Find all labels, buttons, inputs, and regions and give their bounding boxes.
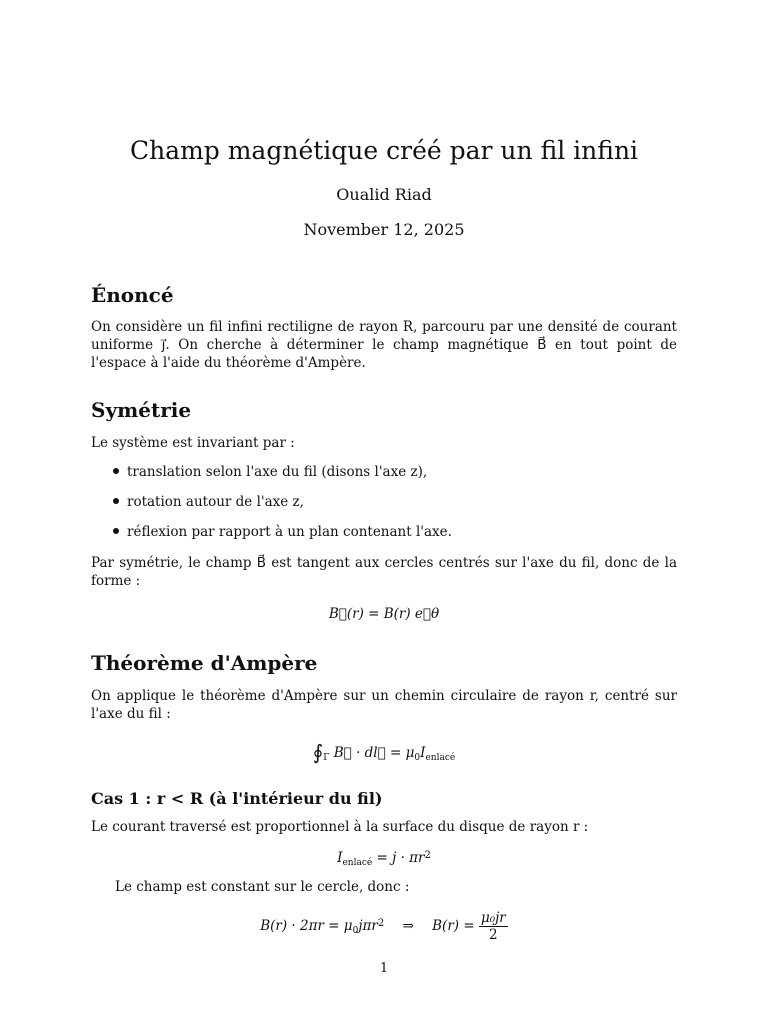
ampere-body: B⃗ · dl⃗ = μ <box>333 745 415 761</box>
cas1-text: Le courant traversé est proportionnel à la surface du disque de rayon r : <box>91 819 589 835</box>
list-item <box>113 464 427 480</box>
list-item-text: réflexion par rapport à un plan contenant l'axe. <box>127 524 452 540</box>
page-number: 1 <box>379 961 389 976</box>
bullet-icon <box>113 498 119 504</box>
mu-subscript: 0 <box>352 926 359 936</box>
current-subscript: enlacé <box>342 858 373 868</box>
contour-label: Γ <box>323 753 330 763</box>
symetrie-conclusion: Par symétrie, le champ B⃗ est tangent aux cercles centrés sur l'axe du fil, donc de la forme : <box>91 555 677 589</box>
fraction <box>479 910 508 943</box>
equation-field-inside <box>0 910 768 943</box>
symetrie-intro: Le système est invariant par : <box>91 435 295 451</box>
current-subscript: enlacé <box>425 753 456 763</box>
bullet-icon <box>113 468 119 474</box>
section-heading-symetrie: Symétrie <box>91 398 192 422</box>
ampere-text: On applique le théorème d'Ampère sur un chemin circulaire de rayon r, centré sur l'axe du fil : <box>91 688 677 722</box>
fraction-numerator: μ₀jr <box>480 910 506 926</box>
list-item <box>113 524 452 540</box>
equation-enclosed-current <box>0 850 768 868</box>
document-title: Champ magnétique créé par un fil infini <box>129 136 639 165</box>
contour-integral-symbol: ∮ <box>312 740 324 764</box>
section-heading-enonce: Énoncé <box>91 283 174 307</box>
current-symbol: I <box>420 745 426 761</box>
equation-ampere <box>0 740 768 764</box>
implies-arrow: ⇒ <box>402 918 414 934</box>
equation-lhs: B(r) · 2πr = μ <box>260 918 353 934</box>
current-symbol: I <box>337 850 343 866</box>
bullet-icon <box>113 528 119 534</box>
list-item <box>113 494 304 510</box>
mu-subscript: 0 <box>414 753 421 763</box>
cas1-text2: Le champ est constant sur le cercle, donc : <box>115 879 410 895</box>
equation-rhs: = j · πr <box>372 850 425 866</box>
exponent: 2 <box>377 918 385 929</box>
equation-result-lhs: B(r) = <box>432 918 475 934</box>
list-item-text: translation selon l'axe du fil (disons l'axe z), <box>127 464 428 480</box>
document-author: Oualid Riad <box>336 185 432 204</box>
equation-field-form: B⃗(r) = B(r) e⃗θ <box>328 606 440 622</box>
exponent: 2 <box>424 850 431 861</box>
equation-lhs-rest: jπr <box>358 918 378 934</box>
subsection-heading-cas1: Cas 1 : r < R (à l'intérieur du fil) <box>91 789 383 808</box>
section-heading-ampere: Théorème d'Ampère <box>91 651 318 675</box>
enonce-text: On considère un fil infini rectiligne de rayon R, parcouru par une densité de courant uniforme j⃗. On cherche à déterminer le champ magnétique B⃗ en tout point de l'espace à l'aide du théorème d'Ampère. <box>91 319 677 371</box>
document-date: November 12, 2025 <box>303 220 465 239</box>
list-item-text: rotation autour de l'axe z, <box>127 494 304 510</box>
fraction-denominator: 2 <box>489 927 498 943</box>
